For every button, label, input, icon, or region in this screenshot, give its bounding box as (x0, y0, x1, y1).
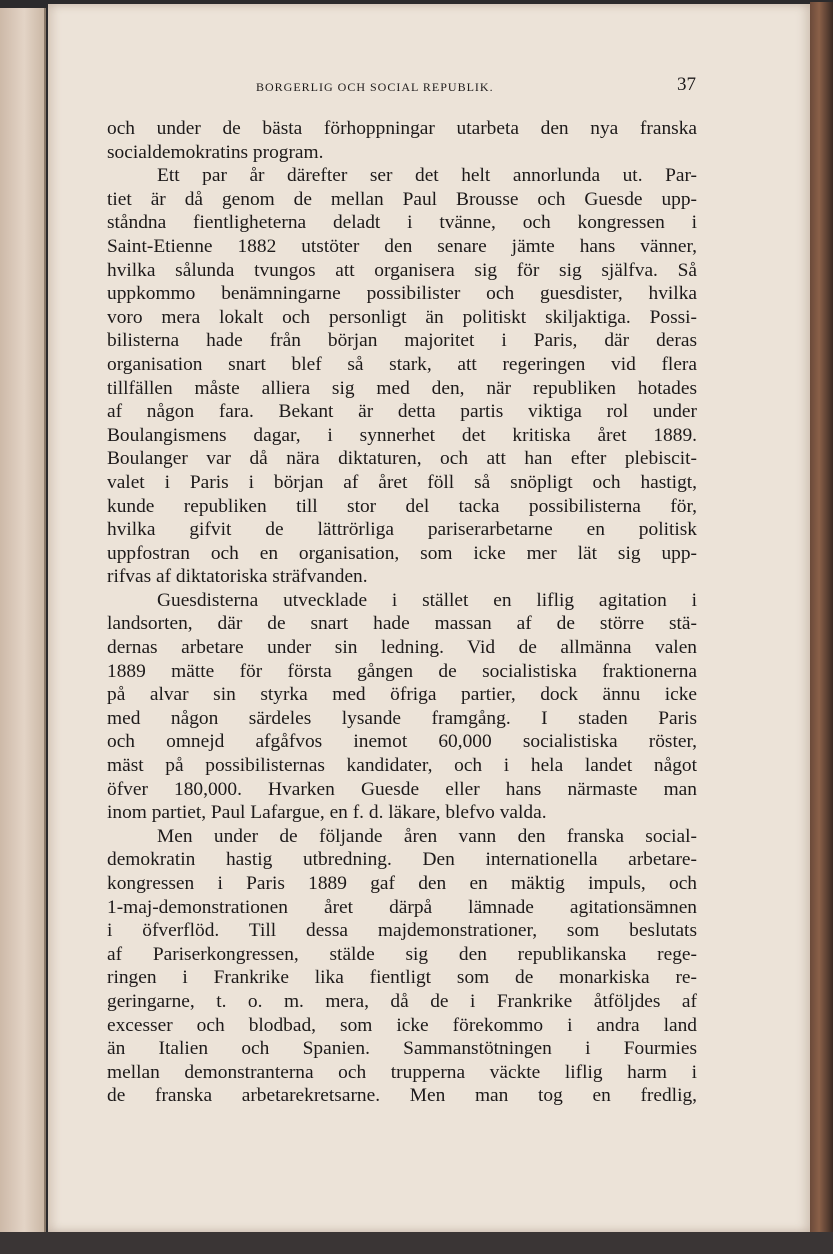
background-strip (0, 1232, 833, 1254)
text-line: öfver 180,000. Hvarken Guesde eller hans närmaste man (107, 778, 697, 800)
text-line: uppkommo benämningarne possibilister och guesdister, hvilka (107, 283, 697, 305)
text-line: kongressen i Paris 1889 gaf den en mäktig impuls, och (107, 873, 697, 894)
text-line: Saint-Etienne 1882 utstöter den senare jämte hans vänner, (107, 235, 697, 257)
text-line: organisation snart blef så stark, att regeringen vid flera (107, 353, 697, 375)
text-line: uppfostran och en organisation, som icke mer lät sig upp- (107, 542, 697, 564)
text-line: socialdemokratins program. (107, 141, 324, 163)
text-line: 1-maj-demonstrationen året därpå lämnade agitationsämnen (107, 896, 697, 918)
text-line: på alvar sin styrka med öfriga partier, dock ännu icke (107, 684, 697, 706)
text-line: af någon fara. Bekant är detta partis viktiga rol under (107, 401, 697, 423)
text-line: bilisterna hade från början majoritet i Paris, där deras (107, 330, 697, 352)
text-line: valet i Paris i början af året föll så snöpligt och hastigt, (107, 471, 697, 493)
text-line: ringen i Frankrike lika fientligt som de monarkiska re- (107, 967, 697, 989)
text-line: och omnejd afgåfvos inemot 60,000 socialistiska röster, (107, 731, 697, 753)
text-line: hvilka gifvit de lättrörliga pariserarbetarne en politisk (107, 519, 697, 541)
text-line: demokratin hastig utbredning. Den internationella arbetare- (107, 849, 697, 871)
text-line: kunde republiken till stor del tacka possibilisterna för, (107, 495, 697, 517)
text-line: landsorten, där de snart hade massan af de större stä- (107, 613, 697, 635)
running-head: BORGERLIG OCH SOCIAL REPUBLIK. (256, 80, 494, 94)
page-header (256, 74, 696, 98)
body-text (107, 117, 697, 1108)
text-line: mäst på possibilisternas kandidater, och i hela landet något (107, 755, 697, 777)
text-line: inom partiet, Paul Lafargue, en f. d. läkare, blefvo valda. (107, 802, 547, 824)
text-line: Boulangismens dagar, i synnerhet det kritiska året 1889. (107, 424, 697, 446)
text-line: voro mera lokalt och personligt än politiskt skiljaktiga. Possi- (107, 306, 697, 328)
text-line: mellan demonstranterna och trupperna väckte liflig harm i (107, 1061, 697, 1083)
text-line: excesser och blodbad, som icke förekommo i andra land (107, 1014, 697, 1036)
book-cover-edge (810, 2, 833, 1238)
text-line: och under de bästa förhoppningar utarbeta den nya franska (107, 118, 697, 139)
text-line: Men under de följande åren vann den franska social- (157, 825, 697, 847)
text-line: hvilka sålunda tvungos att organisera sig för sig själfva. Så (107, 259, 697, 281)
text-line: i öfverflöd. Till dessa majdemonstrationer, som beslutats (107, 920, 697, 942)
text-line: geringarne, t. o. m. mera, då de i Frankrike åtföljdes af (107, 990, 697, 1012)
text-line: dernas arbetare under sin ledning. Vid de allmänna valen (107, 637, 697, 659)
text-line: med någon särdeles lysande framgång. I staden Paris (107, 707, 697, 729)
text-line: än Italien och Spanien. Sammanstötningen i Fourmies (107, 1038, 697, 1060)
page-number: 37 (677, 74, 696, 95)
text-line: de franska arbetarekretsarne. Men man tog en fredlig, (107, 1085, 697, 1107)
text-line: Guesdisterna utvecklade i stället en liflig agitation i (157, 589, 697, 611)
text-line: ståndna fientligheterna deladt i tvänne, och kongressen i (107, 212, 697, 234)
text-line: tillfällen måste alliera sig med den, när republiken hotades (107, 377, 697, 399)
text-line: tiet är då genom de mellan Paul Brousse och Guesde upp- (107, 188, 697, 210)
text-line: af Pariserkongressen, stälde sig den republikanska rege- (107, 943, 697, 965)
text-line: Ett par år därefter ser det helt annorlunda ut. Par- (157, 165, 697, 187)
text-line: Boulanger var då nära diktaturen, och att han efter plebiscit- (107, 448, 697, 470)
text-line: 1889 mätte för första gången de socialistiska fraktionerna (107, 660, 697, 682)
facing-page-edge (0, 8, 46, 1232)
text-line: rifvas af diktatoriska sträfvanden. (107, 566, 368, 588)
